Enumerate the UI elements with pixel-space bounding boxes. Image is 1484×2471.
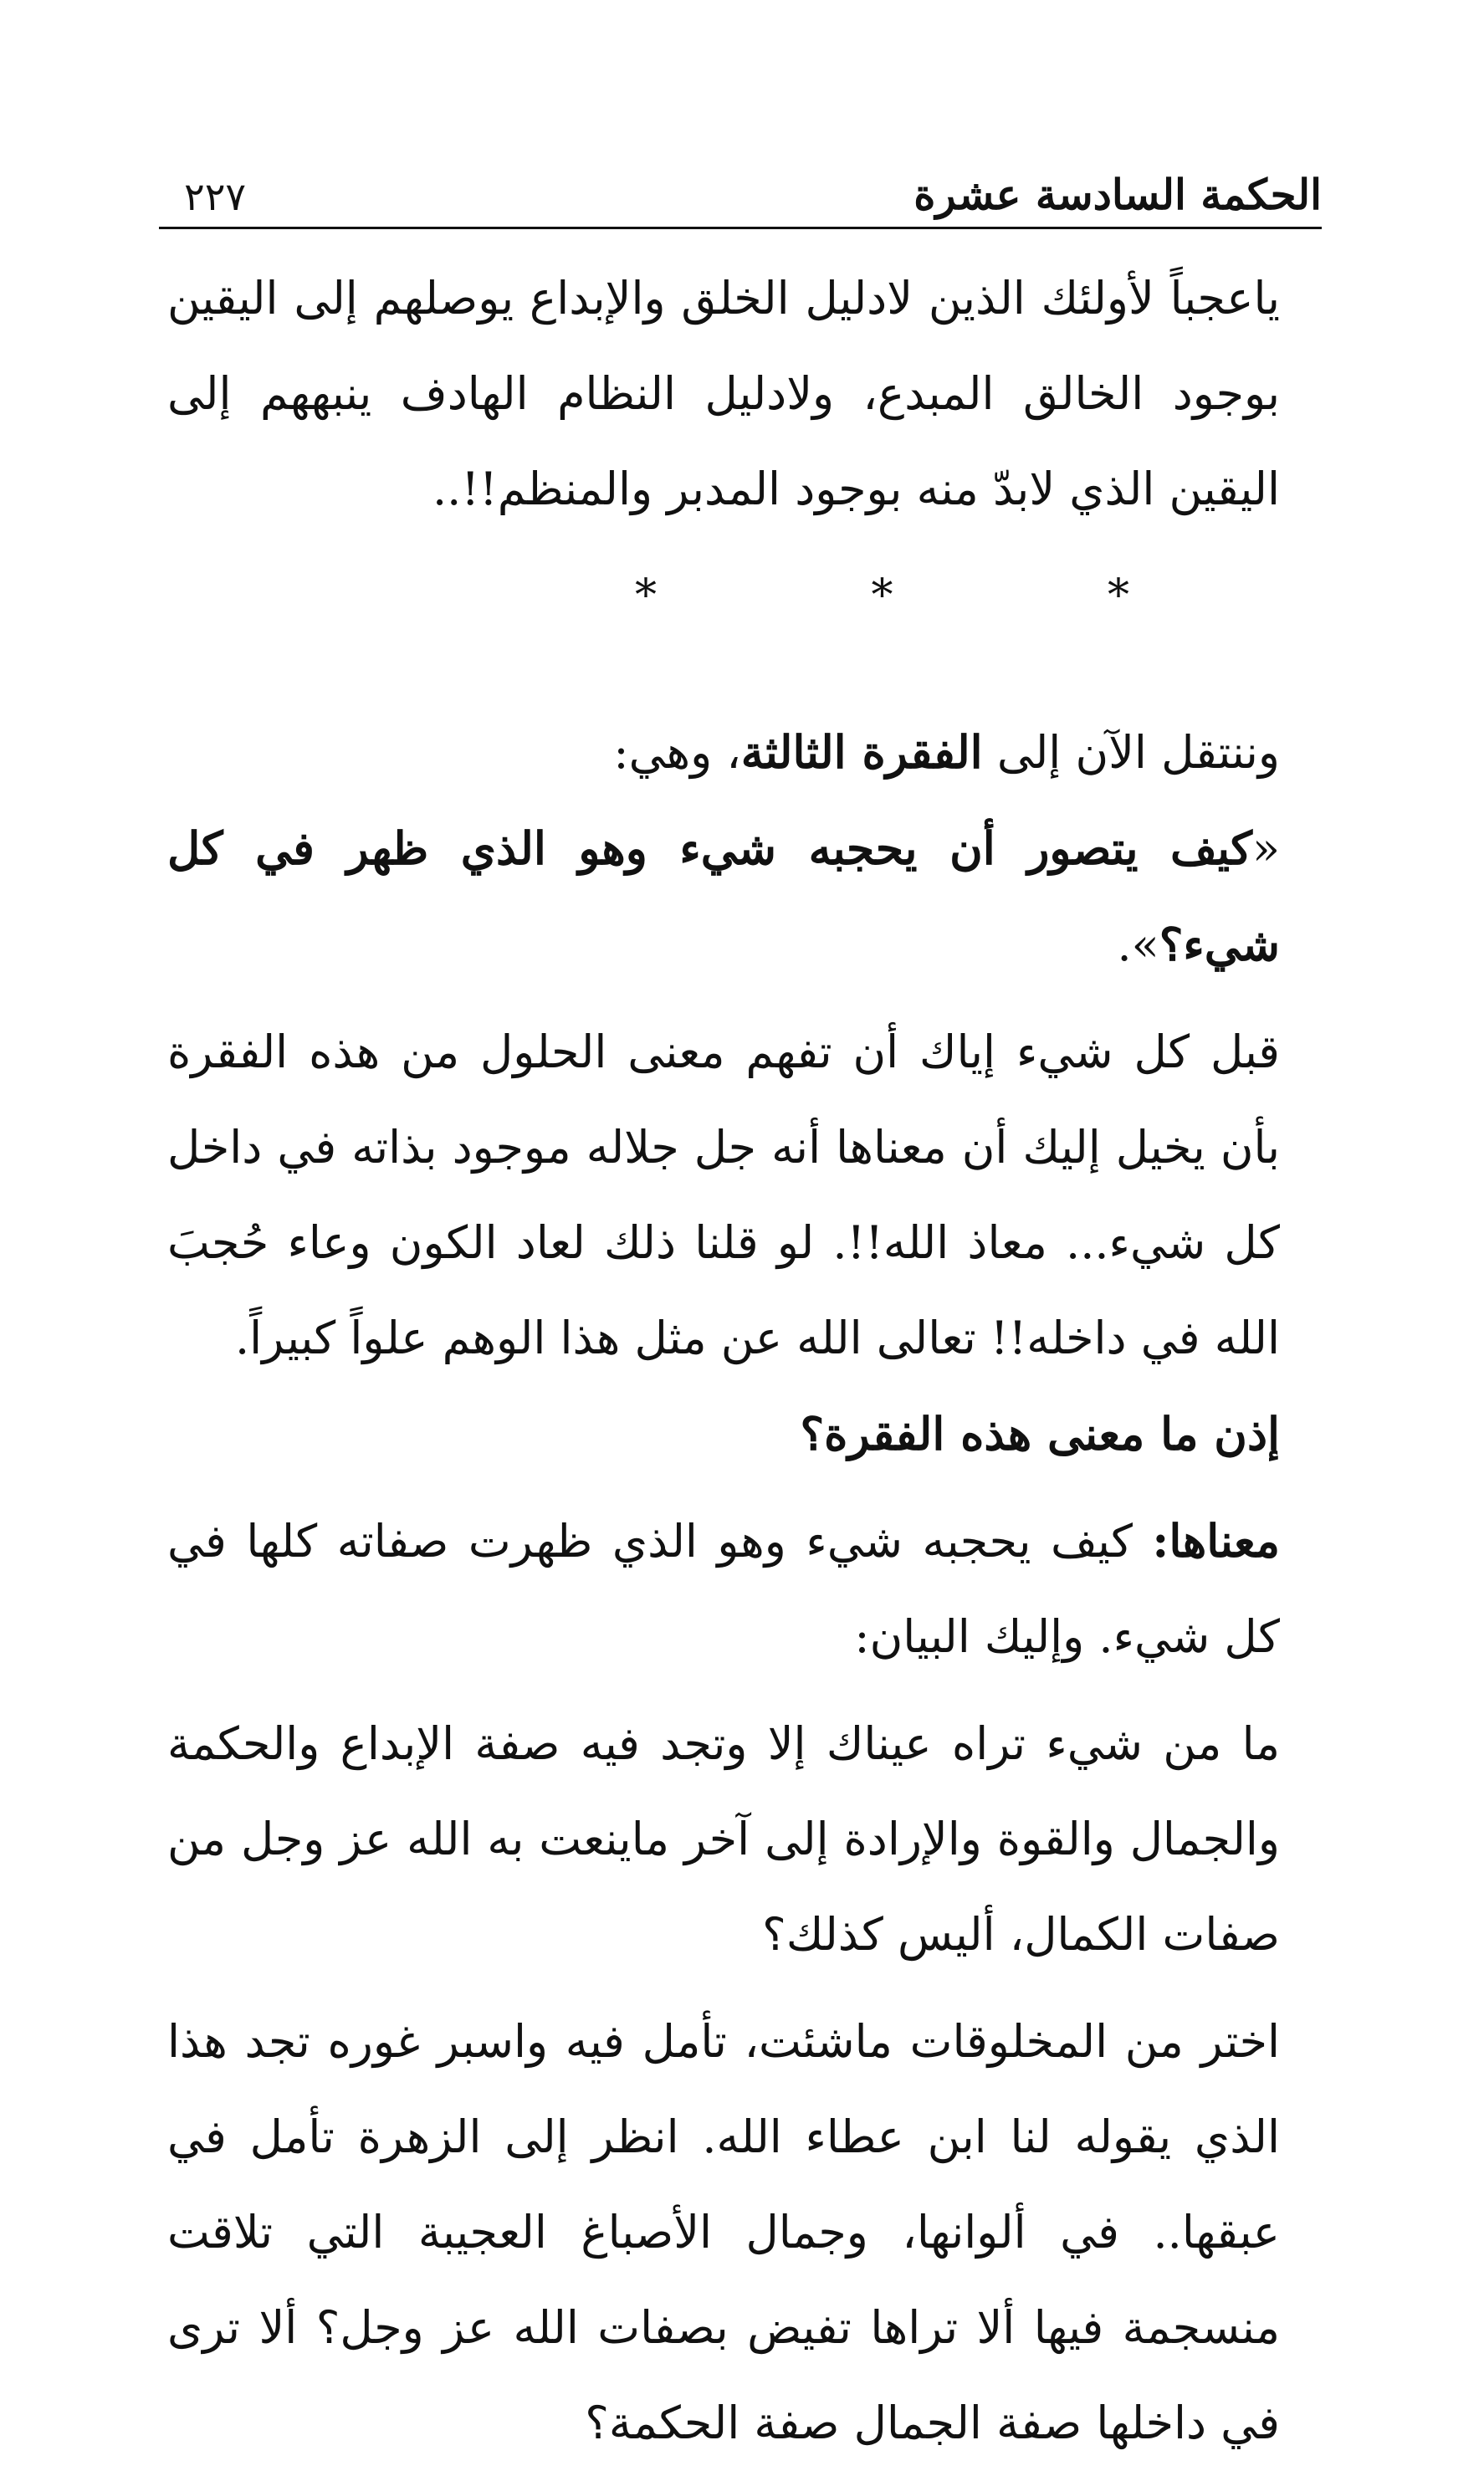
running-title: الحكمة السادسة عشرة <box>913 170 1322 219</box>
quote-close: ». <box>1117 918 1159 971</box>
paragraph-4-bold: معناها: <box>1152 1514 1280 1568</box>
question-heading: إذن ما معنى هذه الفقرة؟ <box>800 1407 1280 1461</box>
paragraph-3: قبل كل شيء إياك أن تفهم معنى الحلول من هذه الفقرة بأن يخيل إليك أن معناها أنه جل جلاله موجود بذاته في داخل كل شيء... معاذ الله!!. لو قلنا ذلك لعاد الكون وعاء حُجبَ الله في داخله!! تعالى الله عن مثل هذا الوهم علواً كبيراً. <box>167 1026 1280 1364</box>
quote-open: « <box>1251 822 1280 875</box>
section-ornament: * * * <box>634 570 1230 621</box>
paragraph-5: ما من شيء تراه عيناك إلا وتجد فيه صفة الإبداع والحكمة والجمال والقوة والإرادة إلى آخر ماينعت به الله عز وجل من صفات الكمال، أليس كذلك؟ <box>167 1717 1280 1961</box>
page-header <box>159 159 1322 229</box>
quote-text: كيف يتصور أن يحجبه شيء وهو الذي ظهر في كل شيء؟ <box>167 821 1280 971</box>
paragraph-4 <box>167 1493 1330 1685</box>
page-body <box>167 251 1330 2471</box>
paragraph-2-lead: وننتقل الآن إلى <box>996 726 1280 779</box>
paragraph-2-bold: الفقرة الثالثة <box>740 725 983 779</box>
quoted-passage <box>167 801 1330 993</box>
paragraph-1: ياعجباً لأولئك الذين لادليل الخلق والإبداع يوصلهم إلى اليقين بوجود الخالق المبدع، ولادليل النظام الهادف ينبههم إلى اليقين الذي لابدّ منه بوجود المدبر والمنظم!!.. <box>167 272 1280 515</box>
paragraph-6: اختر من المخلوقات ماشئت، تأمل فيه واسبر غوره تجد هذا الذي يقوله لنا ابن عطاء الله. انظر إلى الزهرة تأمل في عبقها.. في ألوانها، وجمال الأصباغ العجيبة التي تلاقت منسجمة فيها ألا تراها تفيض بصفات الله عز وجل؟ ألا ترى في داخلها صفة الجمال صفة الحكمة؟ <box>167 2015 1280 2449</box>
paragraph-2 <box>167 704 1330 801</box>
page-number: ٢٢٧ <box>184 173 247 219</box>
paragraph-2-tail: ، وهي: <box>613 726 741 779</box>
paragraph-4-text: كيف يحجبه شيء وهو الذي ظهرت صفاته كلها في كل شيء. وإليك البيان: <box>167 1515 1280 1663</box>
